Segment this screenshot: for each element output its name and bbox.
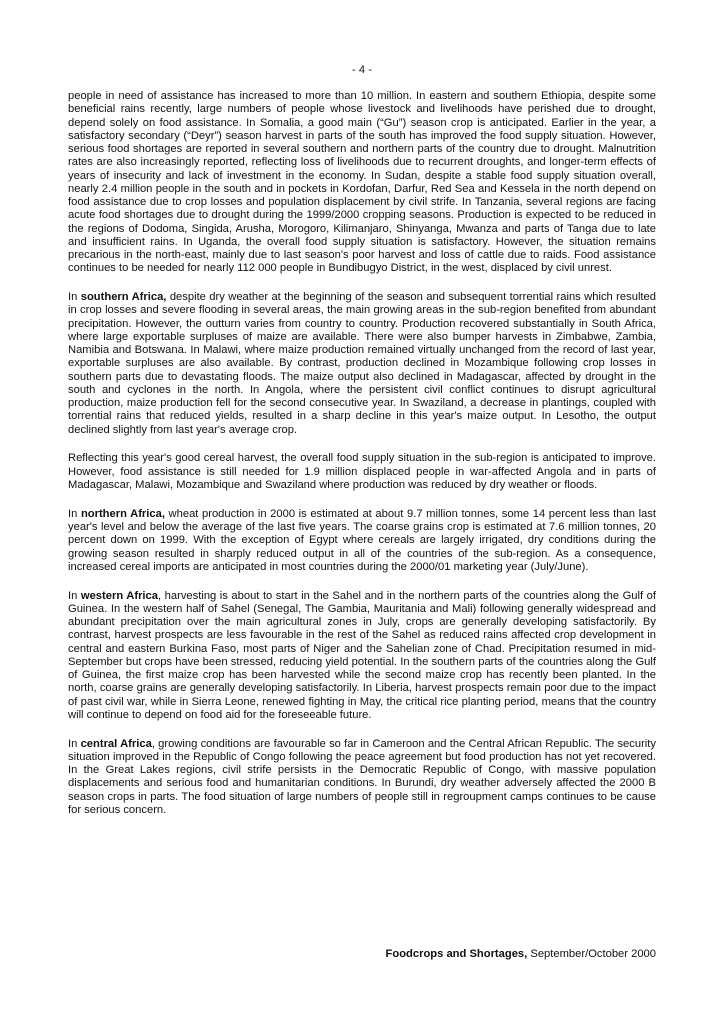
paragraph-southern-africa (68, 291, 656, 437)
paragraph-southern-africa-outlook (68, 452, 656, 492)
region-heading-northern-africa: northern Africa, (80, 507, 165, 520)
paragraph-central-africa (68, 738, 656, 818)
paragraph-lead: In (68, 507, 81, 520)
paragraph-text: , growing conditions are favourable so far in Cameroon and the Central African Republic. The security situation improved in the Republic of Congo following the peace agreement but food production has not yet recovered. In the Great Lakes regions, civil strife persists in the Democratic Republic of Congo, with massive population displacements and serious food and humanitarian conditions. In Burundi, dry weather adversely affected the 2000 B season crops in parts. The food situation of large numbers of people still in regroupment camps continues to be cause for serious concern. (68, 737, 656, 816)
paragraph-text: Reflecting this year's good cereal harvest, the overall food supply situation in the sub-region is anticipated to improve. However, food assistance is still needed for 1.9 million displaced people in war-affected Angola and in parts of Madagascar, Malawi, Mozambique and Swaziland where production was reduced by dry weather or floods. (68, 452, 656, 491)
page-number: - 4 - (352, 64, 372, 76)
region-heading-southern-africa: southern Africa, (80, 291, 167, 304)
paragraph-lead: In (68, 589, 81, 602)
document-page (68, 0, 656, 1024)
publication-title: Foodcrops and Shortages, (385, 948, 528, 960)
paragraph-western-africa (68, 590, 656, 723)
region-heading-central-africa: central Africa (80, 737, 152, 750)
paragraph-text: , harvesting is about to start in the Sahel and in the northern parts of the countries along the Gulf of Guinea. In the western half of Sahel (Senegal, The Gambia, Mauritania and Mali) following generally widespread and abundant precipitation over the main agricultural zones in July, crops are generally developing satisfactorily. By contrast, harvest prospects are less favourable in the rest of the Sahel as reduced rains affected crop development in central and eastern Burkina Faso, most parts of Niger and the Sahelian zone of Chad. Precipitation resumed in mid-September but crops have been stressed, reducing yield potential. In the southern parts of the countries along the Gulf of Guinea, the first maize crop has been harvested while the second maize crop has recently been planted. In the north, coarse grains are generally developing satisfactorily. In Liberia, harvest prospects remain poor due to the impact of past civil war, while in Sierra Leone, renewed fighting in May, the critical rice planting period, means that the country will continue to depend on food aid for the foreseeable future. (68, 589, 656, 721)
document-body (68, 90, 656, 833)
publication-date: September/October 2000 (527, 948, 656, 960)
paragraph-text: people in need of assistance has increased to more than 10 million. In eastern and southern Ethiopia, despite some beneficial rains recently, large numbers of people whose livestock and livelihoods have perished due to drought, depend solely on food assistance. In Somalia, a good main (“Gu”) season crop is anticipated. Earlier in the year, a satisfactory secondary (“Deyr”) season harvest in parts of the south has improved the food supply situation. However, serious food shortages are reported in several southern and northern parts of the country due to drought. Malnutrition rates are also increasingly reported, reflecting loss of livelihoods due to recurrent droughts, and longer-term effects of years of insecurity and lack of investment in the economy. In Sudan, despite a stable food supply situation overall, nearly 2.4 million people in the south and in pockets in Kordofan, Darfur, Red Sea and Kessela in the north depend on food assistance due to crop losses and population displacement by civil strife. In Tanzania, several regions are facing acute food shortages due to drought during the 1999/2000 cropping seasons. Production is expected to be reduced in the regions of Dodoma, Singida, Arusha, Morogoro, Kilimanjaro, Shinyanga, Mwanza and parts of Tanga due to late and insufficient rains. In Uganda, the overall food supply situation is satisfactory. However, the situation remains precarious in the north-east, mainly due to last season's poor harvest and loss of cattle due to raids. Food assistance continues to be needed for nearly 112 000 people in Bundibugyo District, in the west, displaced by civil unrest. (68, 90, 656, 275)
region-heading-western-africa: western Africa (80, 589, 158, 602)
paragraph-lead: In (68, 291, 81, 304)
page-footer (68, 947, 656, 961)
paragraph-text: wheat production in 2000 is estimated at about 9.7 million tonnes, some 14 percent less than last year's level and below the average of the last five years. The coarse grains crop is estimated at 7.6 million tonnes, 20 percent down on 1999. With the exception of Egypt where cereals are largely irrigated, dry conditions during the growing season resulted in sharply reduced output in all of the countries of the sub-region. As a consequence, increased cereal imports are anticipated in most countries during the 2000/01 marketing year (July/June). (68, 507, 656, 573)
paragraph-eastern-africa-continued (68, 90, 656, 276)
paragraph-text: despite dry weather at the beginning of the season and subsequent torrential rains which resulted in crop losses and severe flooding in several areas, the main growing areas in the sub-region benefited from abundant precipitation. However, the outturn varies from country to country. Production recovered substantially in South Africa, where large exportable surpluses of maize are available. There were also bumper harvests in Zimbabwe, Zambia, Namibia and Botswana. In Malawi, where maize production remained virtually unchanged from the record of last year, exportable surpluses are also available. By contrast, production declined in Mozambique following crop losses in southern parts due to devastating floods. The maize output also declined in Madagascar, affected by drought in the south and cyclones in the north. In Angola, where the persistent civil conflict continues to disrupt agricultural production, maize production fell for the second consecutive year. In Swaziland, a decrease in plantings, coupled with torrential rains that reduced yields, resulted in a sharp decline in this year's maize output. In Lesotho, the output declined slightly from last year's average crop. (68, 291, 656, 436)
paragraph-northern-africa (68, 508, 656, 574)
paragraph-lead: In (68, 737, 81, 750)
